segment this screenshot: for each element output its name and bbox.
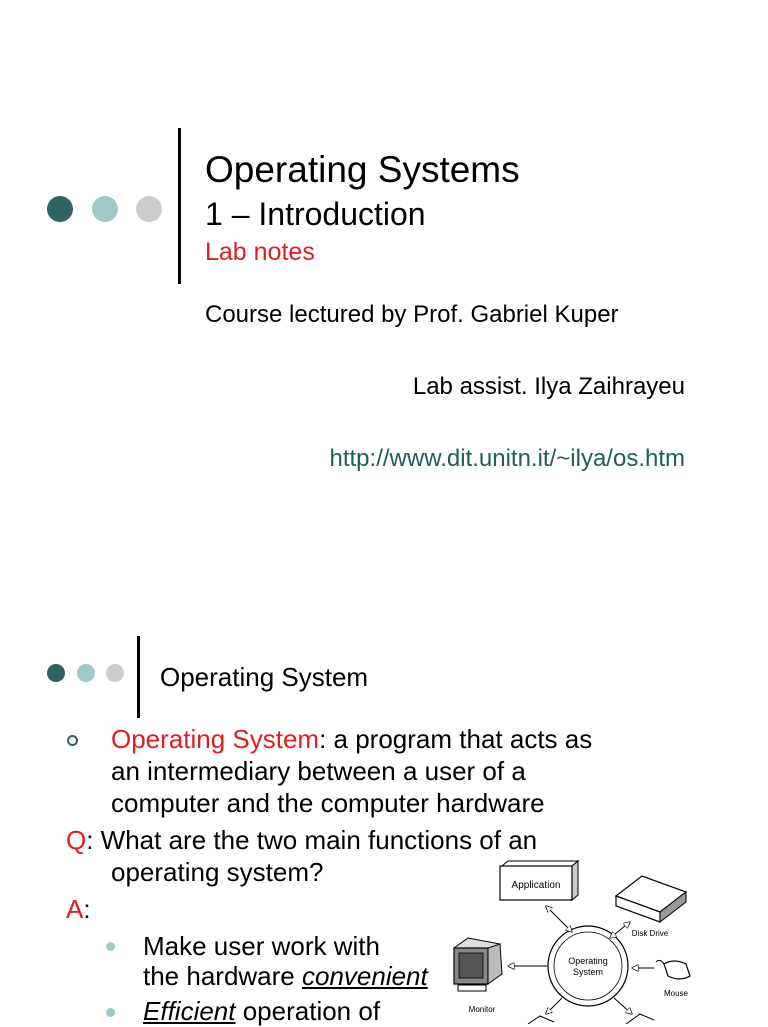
answer-label: A (66, 894, 84, 924)
answer-colon: : (83, 894, 91, 924)
sub-1-line-2 (143, 960, 428, 992)
emph-convenient: convenient (301, 961, 428, 991)
decor-dot-mid (92, 196, 118, 222)
term-operating-system: Operating System (111, 724, 320, 754)
slide-1-subtitle: 1 – Introduction (205, 196, 426, 232)
os-center-label-line-1: Operating (568, 956, 608, 966)
arrow-disk-os (610, 922, 630, 938)
os-center-label-line-2: System (572, 967, 604, 977)
question-label: Q (66, 825, 87, 855)
emph-efficient: Efficient (143, 996, 236, 1026)
decor-dot-light (106, 664, 124, 682)
partial-device-icon (528, 1016, 554, 1024)
disk-drive-icon (616, 876, 686, 938)
arrow-os-bottom-right (614, 998, 632, 1014)
answer-line (66, 893, 91, 925)
mouse-label: Mouse (663, 989, 689, 998)
application-label: Application (511, 880, 561, 891)
decor-dot-dark (47, 664, 65, 682)
slide-1-tag: Lab notes (205, 238, 315, 266)
title-divider (178, 128, 181, 284)
decor-dot-light (136, 196, 162, 222)
sub-2-line-1 (143, 995, 380, 1027)
application-box (500, 861, 578, 900)
question-text: : What are the two main functions of an (86, 825, 538, 855)
os-center-circle (548, 926, 628, 1006)
slide-1-title: Operating Systems (205, 149, 520, 190)
bullet-1-line-3: computer and the computer hardware (111, 788, 545, 818)
bullet-1-line-2: an intermediary between a user of a (111, 756, 526, 786)
sub-1-line-1: Make user work with (143, 931, 380, 961)
decor-dot-dark (47, 196, 73, 222)
arrow-os-bottom-left (546, 998, 562, 1014)
monitor-icon (454, 938, 502, 1014)
monitor-label: Monitor (468, 1005, 496, 1014)
sub-2-rest: operation of (235, 996, 381, 1026)
disk-drive-label: Disk Drive (631, 929, 669, 938)
question-line-2: operating system? (111, 857, 324, 887)
decor-dot-mid (77, 664, 95, 682)
course-line: Course lectured by Prof. Gabriel Kuper (205, 301, 619, 328)
bullet-hollow-icon (67, 735, 78, 746)
bullet-solid-icon (106, 942, 115, 951)
bullet-1-rest: : a program that acts as (319, 724, 593, 754)
partial-device-icon (626, 1014, 654, 1024)
slide-2-title: Operating System (160, 662, 369, 692)
title-divider (137, 636, 140, 718)
course-url-link[interactable]: http://www.dit.unitn.it/~ilya/os.htm (329, 445, 685, 472)
sub-1-pre: the hardware (143, 961, 302, 991)
mouse-icon (656, 960, 690, 998)
bullet-solid-icon (106, 1008, 115, 1017)
assistant-line: Lab assist. Ilya Zaihrayeu (412, 373, 685, 400)
question-line-1 (66, 824, 537, 856)
arrow-app-os (546, 906, 572, 932)
bullet-1-line-1 (111, 723, 592, 755)
os-diagram (450, 858, 700, 1024)
